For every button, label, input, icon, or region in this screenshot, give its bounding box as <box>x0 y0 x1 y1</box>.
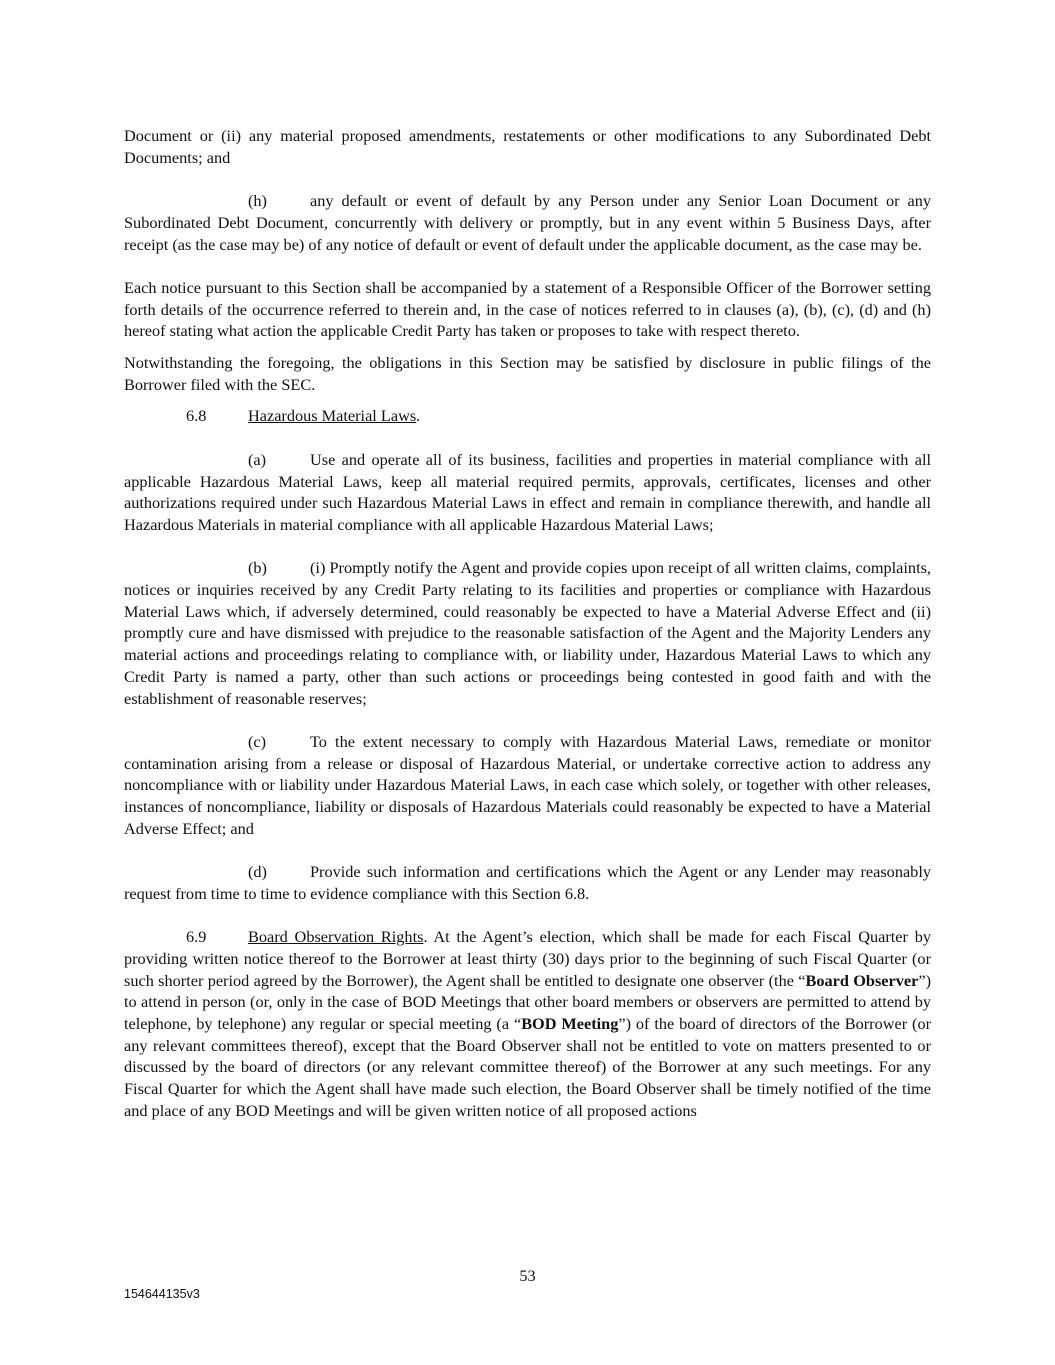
clause-b-label: (b) <box>248 558 267 578</box>
clause-d-text: Provide such information and certifications which the Agent or any Lender may reasonably request from time to time to evidence compliance with this Section 6.8. <box>124 862 931 903</box>
clause-h-text: any default or event of default by any Person under any Senior Loan Document or any Subordinated Debt Document, concurrently with delivery or promptly, but in any event within 5 Business Days, after receipt (as the case may be) of any notice of default or event of default under the applicable document, as the case may be. <box>124 191 931 254</box>
clause-c <box>124 731 931 840</box>
section-6-8-heading <box>124 405 931 427</box>
section-6-8-period: . <box>416 406 421 426</box>
clause-d-label: (d) <box>248 862 267 882</box>
clause-d <box>124 861 931 904</box>
clause-b <box>124 557 931 709</box>
clause-a-text: Use and operate all of its business, facilities and properties in material compliance with all applicable Hazardous Material Laws, keep all material required permits, approvals, certificates, licenses and other authorizations required under such Hazardous Material Laws in effect and remain in compliance therewith, and handle all Hazardous Materials in material compliance with all applicable Hazardous Material Laws; <box>124 449 931 534</box>
paragraph-notwithstanding: Notwithstanding the foregoing, the obligations in this Section may be satisfied by disclosure in public filings of the Borrower filed with the SEC. <box>124 353 931 394</box>
section-6-9-title: Board Observation Rights <box>248 927 424 947</box>
section-6-9-text-3: ”) of the board of directors of the Borrower (or any relevant committees thereof), except that the Board Observer shall not be entitled to vote on matters presented to or discussed by the board of directors (or any relevant committee thereof) of the Borrower at any such meetings. For any Fiscal Quarter for which the Agent shall have made such election, the Board Observer shall be timely notified of the time and place of any BOD Meetings and will be given written notice of all proposed actions <box>124 1014 932 1120</box>
document-body <box>124 125 931 1122</box>
clause-a-label: (a) <box>248 449 267 469</box>
section-6-8-title: Hazardous Material Laws <box>248 406 417 426</box>
clause-c-label: (c) <box>248 731 267 751</box>
section-6-8-number: 6.8 <box>186 406 207 426</box>
clause-h-label: (h) <box>248 191 267 211</box>
clause-h <box>124 190 931 255</box>
paragraph-notice: Each notice pursuant to this Section shall be accompanied by a statement of a Responsible Officer of the Borrower setting forth details of the occurrence referred to therein and, in the case of notices referred to in clauses (a), (b), (c), (d) and (h) hereof stating what action the applicable Credit Party has taken or proposes to take with respect thereto. <box>124 277 931 341</box>
section-6-9-number: 6.9 <box>186 927 207 947</box>
section-6-9 <box>124 926 931 1121</box>
section-6-9-text-1: . At the Agent’s election, which shall be made for each Fiscal Quarter by providing written notice thereof to the Borrower at least thirty (30) days prior to the beginning of such Fiscal Quarter (or such shorter period agreed by the Borrower), the Agent shall be entitled to designate one observer (the “ <box>124 927 932 990</box>
clause-c-text: To the extent necessary to comply with Hazardous Material Laws, remediate or monitor contamination arising from a release or disposal of Hazardous Material, or undertake corrective action to address any noncompliance with or liability under Hazardous Material Laws, in each case which solely, or together with other releases, instances of noncompliance, liability or disposals of Hazardous Materials could reasonably be expected to have a Material Adverse Effect; and <box>124 731 931 838</box>
clause-b-text: (i) Promptly notify the Agent and provide copies upon receipt of all written claims, complaints, notices or inquiries received by any Credit Party relating to its facilities and properties or compliance with Hazardous Material Laws which, if adversely determined, could reasonably be expected to have a Material Adverse Effect and (ii) promptly cure and have dismissed with prejudice to the reasonable satisfaction of the Agent and the Majority Lenders any material actions and proceedings relating to compliance with, or liability under, Hazardous Material Laws to which any Credit Party is named a party, other than such actions or proceedings being contested in good faith and with the establishment of reasonable reserves; <box>124 558 931 708</box>
term-bod-meeting: BOD Meeting <box>521 1014 619 1034</box>
page-number: 53 <box>519 1266 536 1285</box>
term-board-observer: Board Observer <box>805 970 919 990</box>
section-6-9-text-2: ”) to attend in person (or, only in the case of BOD Meetings that other board members or observers are permitted to attend by telephone, by telephone) any regular or special meeting (a “ <box>124 970 931 1034</box>
document-id: 154644135v3 <box>124 1287 200 1301</box>
clause-a <box>124 449 931 536</box>
paragraph-continuation: Document or (ii) any material proposed amendments, restatements or other modifications to any Subordinated Debt Documents; and <box>124 126 931 167</box>
